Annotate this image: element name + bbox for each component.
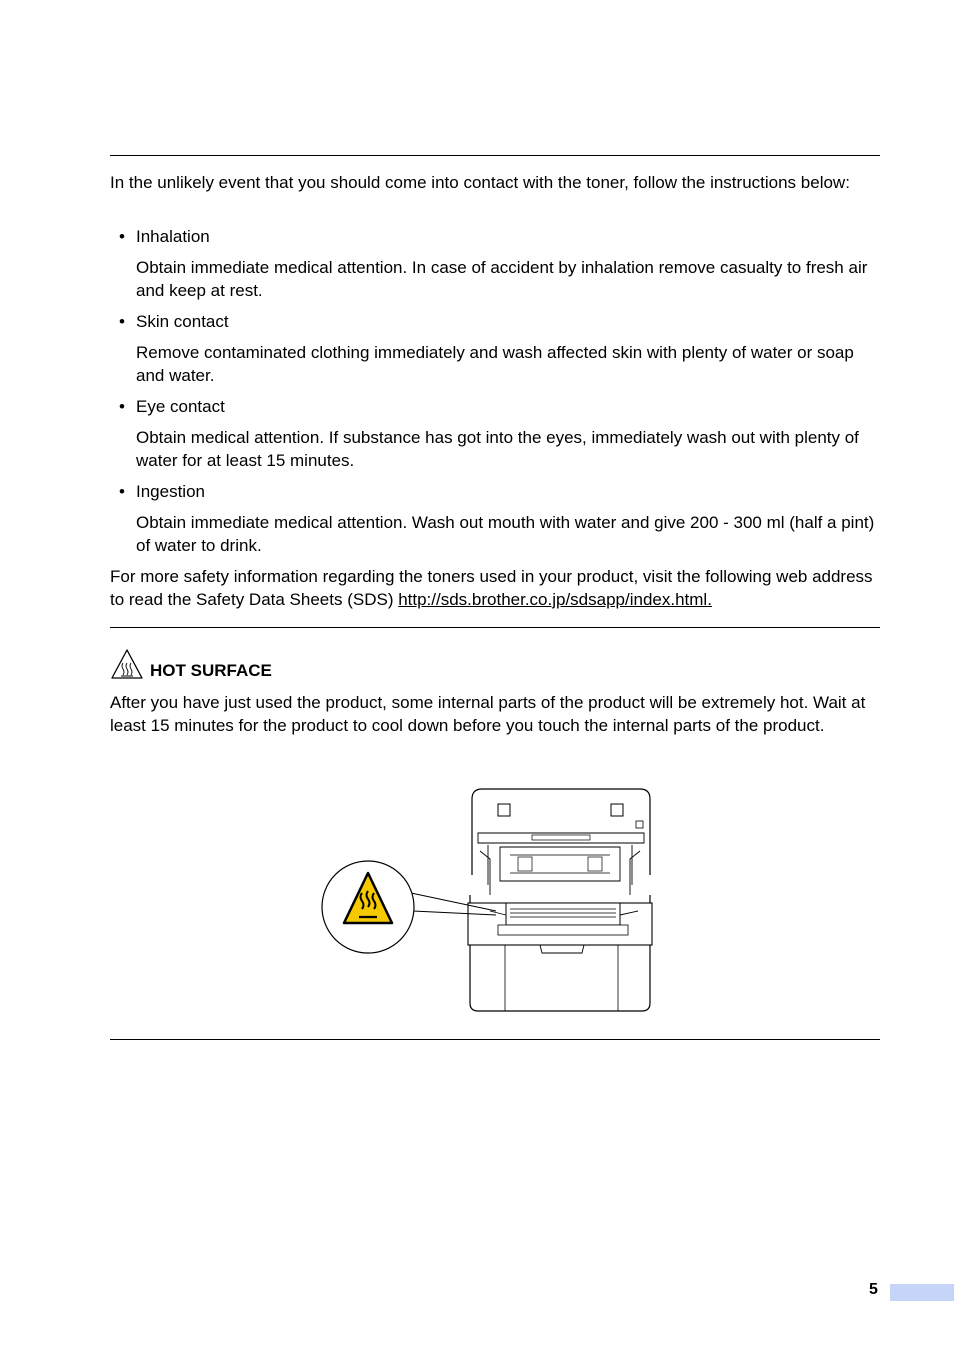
- bullet-dot: •: [119, 482, 125, 501]
- bullet-inhalation: [119, 226, 210, 249]
- bullet-dot: •: [119, 397, 125, 416]
- page-number: 5: [869, 1281, 878, 1298]
- bullet-ingestion: [119, 481, 205, 504]
- bullet-dot: •: [119, 227, 125, 246]
- bullet-title: Inhalation: [136, 227, 210, 246]
- bullet-title: Eye contact: [136, 397, 225, 416]
- hot-surface-title: HOT SURFACE: [150, 661, 272, 680]
- bullet-text-ingestion: Obtain immediate medical attention. Wash out mouth with water and give 200 - 300 ml (half a pint) of water to drink.: [136, 513, 875, 555]
- intro-paragraph: In the unlikely event that you should come into contact with the toner, follow the instructions below:: [110, 173, 850, 192]
- bullet-title: Ingestion: [136, 482, 205, 501]
- bullet-skin-contact: [119, 311, 229, 334]
- bullet-text-eye-contact: Obtain medical attention. If substance has got into the eyes, immediately wash out with plenty of water for at least 15 minutes.: [136, 428, 859, 470]
- more-info-paragraph: [110, 566, 882, 611]
- top-divider: [110, 155, 880, 156]
- bullet-text-inhalation: Obtain immediate medical attention. In case of accident by inhalation remove casualty to fresh air and keep at rest.: [136, 258, 868, 300]
- bullet-title: Skin contact: [136, 312, 229, 331]
- sds-link[interactable]: http://sds.brother.co.jp/sdsapp/index.html.: [398, 589, 712, 609]
- hot-surface-paragraph: After you have just used the product, some internal parts of the product will be extremely hot. Wait at least 15 minutes for the product to cool down before you touch the internal parts of the product.: [110, 693, 866, 735]
- printer-hot-surface-illustration: [320, 785, 660, 1015]
- more-info-text: For more safety information regarding the toners used in your product, visit the following web address to read the Safety Data Sheets (SDS): [110, 567, 873, 609]
- page-tab-marker: [890, 1284, 954, 1301]
- bottom-divider: [110, 1039, 880, 1040]
- mid-divider: [110, 627, 880, 628]
- bullet-dot: •: [119, 312, 125, 331]
- bullet-text-skin-contact: Remove contaminated clothing immediately and wash affected skin with plenty of water or soap and water.: [136, 343, 854, 385]
- bullet-eye-contact: [119, 396, 225, 419]
- hot-surface-warning-icon: [110, 648, 144, 680]
